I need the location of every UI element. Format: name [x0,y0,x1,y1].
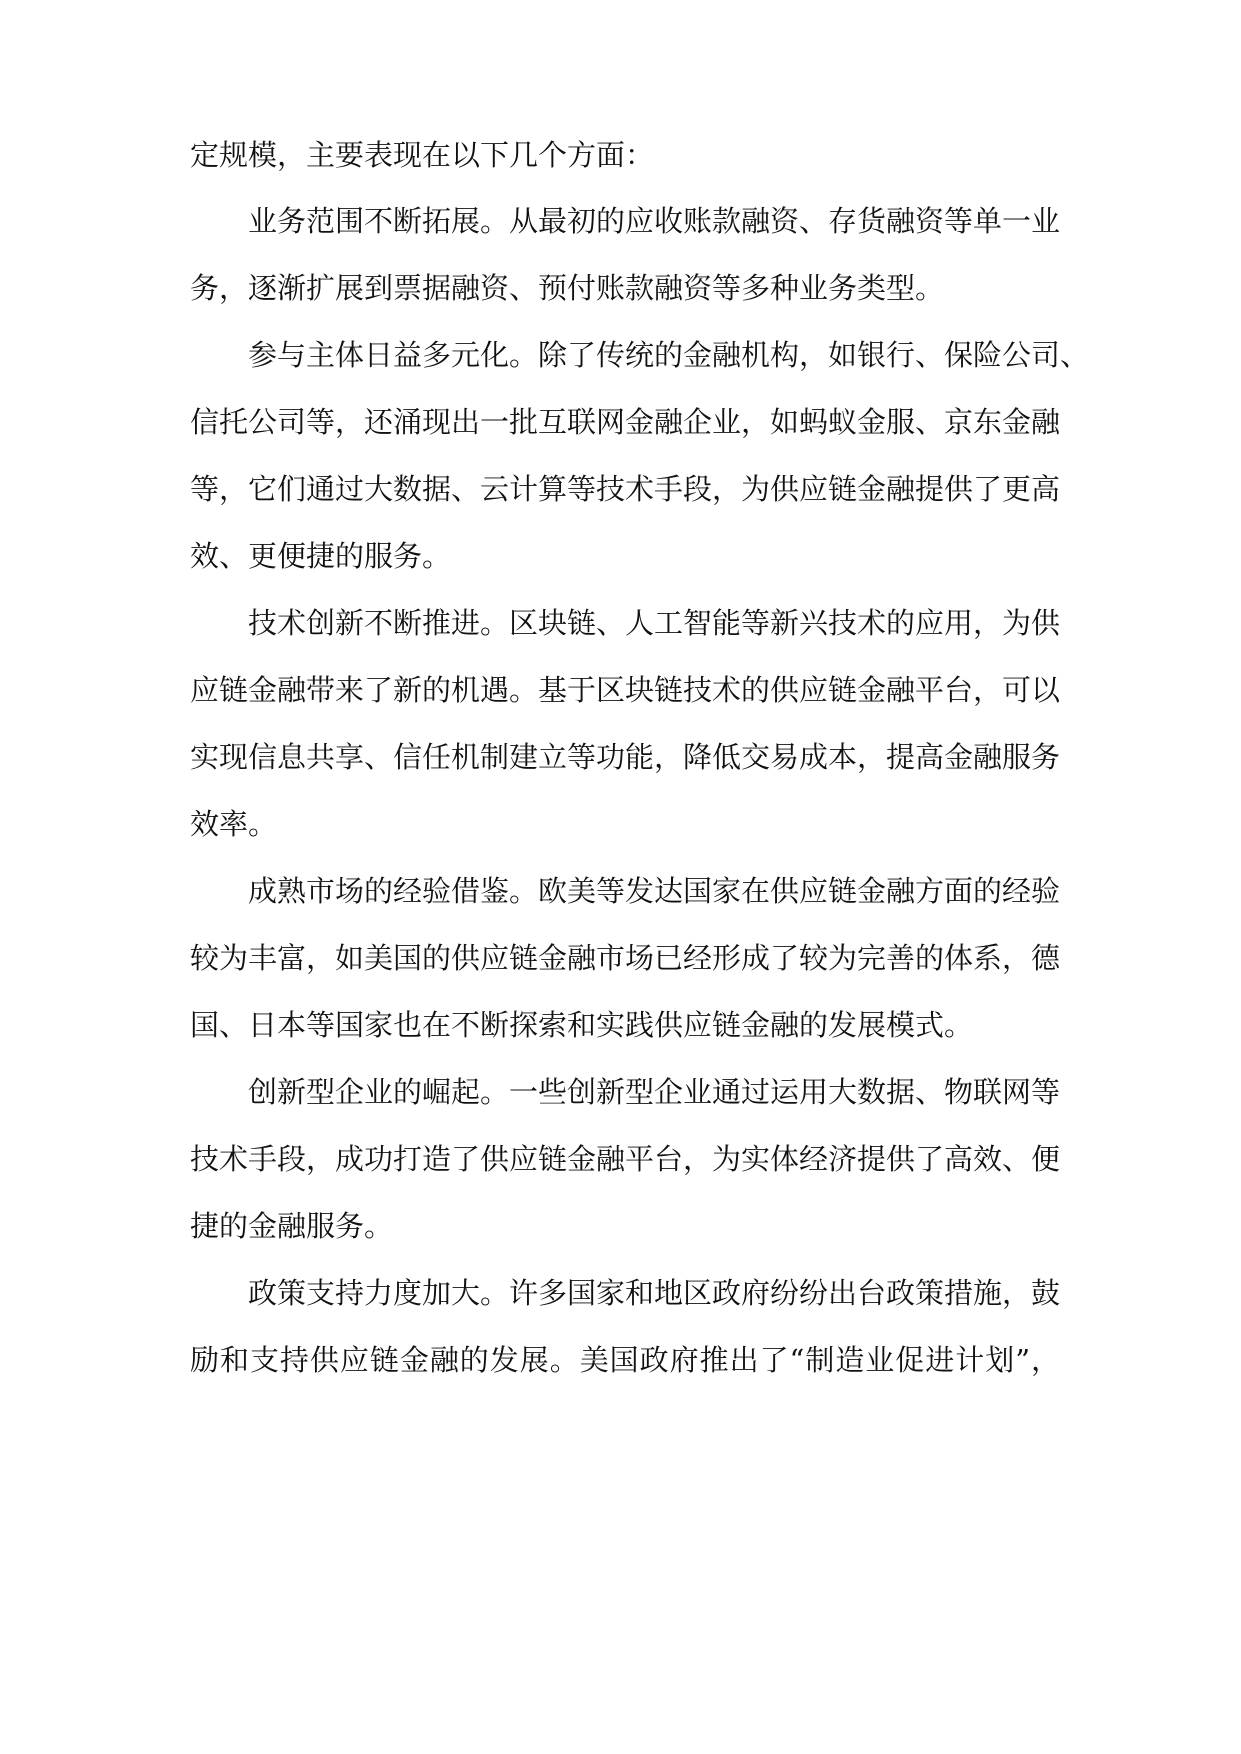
text-line: 务，逐渐扩展到票据融资、预付账款融资等多种业务类型。 [190,271,945,305]
paragraph-start-line: 参与主体日益多元化。除了传统的金融机构，如银行、保险公司、 [248,338,1090,372]
paragraph-start-line: 技术创新不断推进。区块链、人工智能等新兴技术的应用，为供 [248,606,1061,640]
text-line: 励和支持供应链金融的发展。美国政府推出了“制造业促进计划”， [190,1343,1060,1377]
text-line: 定规模，主要表现在以下几个方面： [190,138,655,172]
text-line: 捷的金融服务。 [190,1209,394,1243]
paragraph-start-line: 业务范围不断拓展。从最初的应收账款融资、存货融资等单一业 [248,204,1061,238]
paragraph-start-line: 成熟市场的经验借鉴。欧美等发达国家在供应链金融方面的经验 [248,874,1061,908]
text-line: 应链金融带来了新的机遇。基于区块链技术的供应链金融平台，可以 [190,673,1061,707]
text-line: 信托公司等，还涌现出一批互联网金融企业，如蚂蚁金服、京东金融 [190,405,1061,439]
text-line: 国、日本等国家也在不断探索和实践供应链金融的发展模式。 [190,1008,974,1042]
paragraph-start-line: 创新型企业的崛起。一些创新型企业通过运用大数据、物联网等 [248,1075,1061,1109]
text-line: 效率。 [190,807,278,841]
text-line: 实现信息共享、信任机制建立等功能，降低交易成本，提高金融服务 [190,740,1061,774]
text-line: 较为丰富，如美国的供应链金融市场已经形成了较为完善的体系，德 [190,941,1061,975]
text-line: 技术手段，成功打造了供应链金融平台，为实体经济提供了高效、便 [190,1142,1061,1176]
text-line: 效、更便捷的服务。 [190,539,452,573]
text-line: 等，它们通过大数据、云计算等技术手段，为供应链金融提供了更高 [190,472,1061,506]
paragraph-start-line: 政策支持力度加大。许多国家和地区政府纷纷出台政策措施，鼓 [248,1276,1061,1310]
